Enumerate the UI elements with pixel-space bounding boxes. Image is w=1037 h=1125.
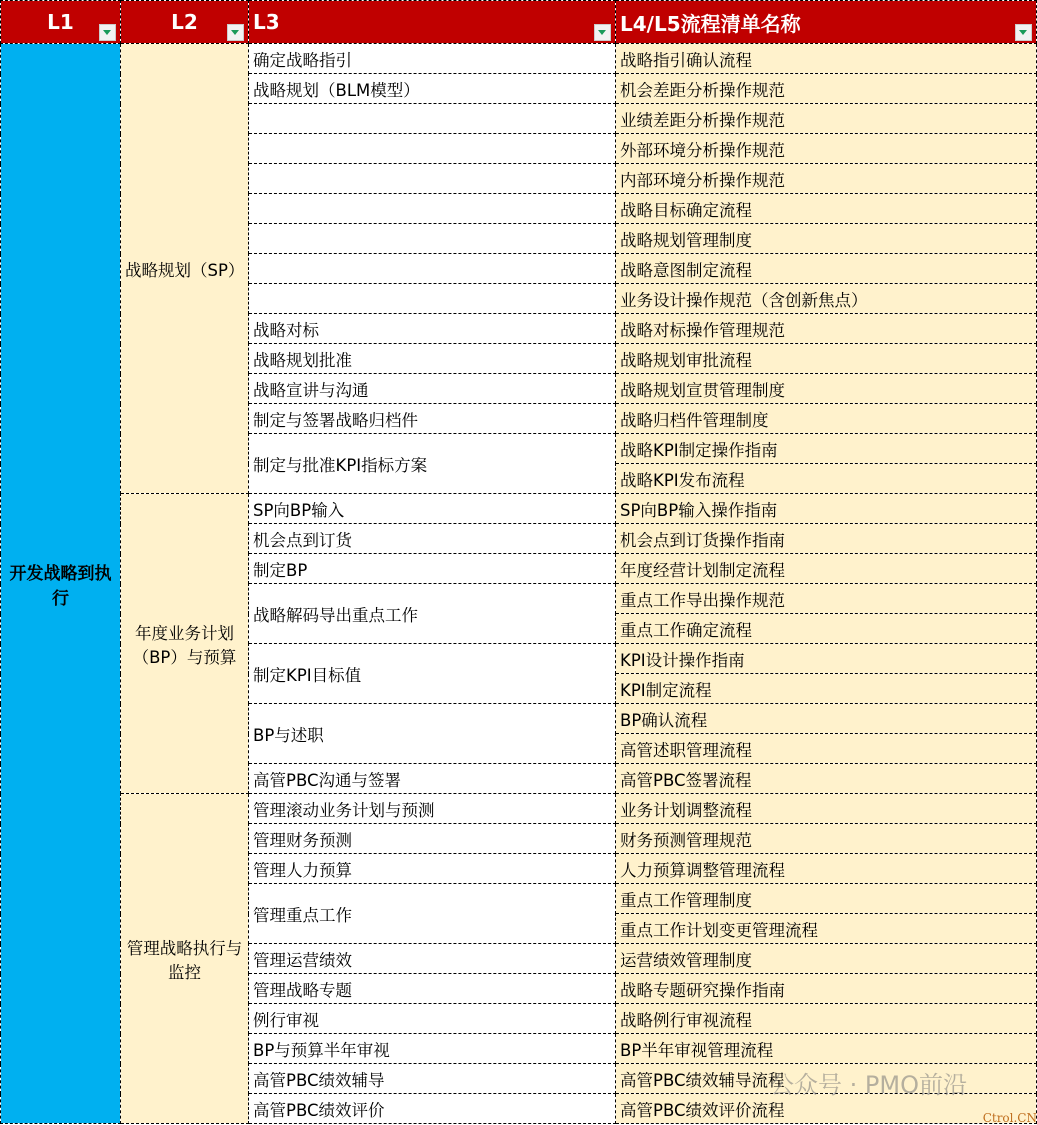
table-row	[1, 794, 1037, 824]
header-l4	[616, 1, 1037, 44]
l4-cell[interactable]: 业务计划调整流程	[616, 794, 1037, 824]
header-label: L4/L5流程清单名称	[620, 11, 801, 36]
l3-cell[interactable]: 例行审视	[249, 1004, 616, 1034]
l3-cell[interactable]: 高管PBC绩效评价	[249, 1094, 616, 1124]
l3-cell[interactable]	[249, 104, 616, 134]
l2-cell[interactable]: 年度业务计划（BP）与预算	[121, 494, 249, 794]
filter-dropdown-icon[interactable]	[1015, 24, 1032, 41]
l4-cell[interactable]: 战略专题研究操作指南	[616, 974, 1037, 1004]
l4-cell[interactable]: 战略归档件管理制度	[616, 404, 1037, 434]
l4-cell[interactable]: 战略KPI发布流程	[616, 464, 1037, 494]
l3-cell[interactable]	[249, 134, 616, 164]
l4-cell[interactable]: 机会差距分析操作规范	[616, 74, 1037, 104]
filter-dropdown-icon[interactable]	[99, 24, 116, 41]
l4-cell[interactable]: BP确认流程	[616, 704, 1037, 734]
l3-cell[interactable]: 高管PBC沟通与签署	[249, 764, 616, 794]
header-l3	[249, 1, 616, 44]
l4-cell[interactable]: 内部环境分析操作规范	[616, 164, 1037, 194]
l4-cell[interactable]: 重点工作计划变更管理流程	[616, 914, 1037, 944]
l3-cell[interactable]	[249, 254, 616, 284]
l3-cell[interactable]: 管理运营绩效	[249, 944, 616, 974]
l3-cell[interactable]: 管理财务预测	[249, 824, 616, 854]
table-row	[1, 44, 1037, 74]
header-row	[1, 1, 1037, 44]
l3-cell[interactable]: 管理滚动业务计划与预测	[249, 794, 616, 824]
l3-cell[interactable]: SP向BP输入	[249, 494, 616, 524]
l4-cell[interactable]: 战略例行审视流程	[616, 1004, 1037, 1034]
l4-cell[interactable]: 高管PBC签署流程	[616, 764, 1037, 794]
l3-cell[interactable]: BP与预算半年审视	[249, 1034, 616, 1064]
l4-cell[interactable]: KPI设计操作指南	[616, 644, 1037, 674]
l4-cell[interactable]: 战略KPI制定操作指南	[616, 434, 1037, 464]
l3-cell[interactable]: 机会点到订货	[249, 524, 616, 554]
l3-cell[interactable]: 制定BP	[249, 554, 616, 584]
header-label: L1	[47, 10, 74, 34]
l4-cell[interactable]: SP向BP输入操作指南	[616, 494, 1037, 524]
l4-cell[interactable]: 重点工作确定流程	[616, 614, 1037, 644]
l3-cell[interactable]: 战略解码导出重点工作	[249, 584, 616, 644]
l4-cell[interactable]: 高管PBC绩效评价流程	[616, 1094, 1037, 1124]
l4-cell[interactable]: 战略规划宣贯管理制度	[616, 374, 1037, 404]
l4-cell[interactable]: 高管述职管理流程	[616, 734, 1037, 764]
l3-cell[interactable]: 战略对标	[249, 314, 616, 344]
l3-cell[interactable]: 战略规划（BLM模型）	[249, 74, 616, 104]
l4-cell[interactable]: 重点工作导出操作规范	[616, 584, 1037, 614]
l4-cell[interactable]: 战略指引确认流程	[616, 44, 1037, 74]
l3-cell[interactable]: BP与述职	[249, 704, 616, 764]
header-label: L3	[253, 10, 280, 34]
l3-cell[interactable]	[249, 164, 616, 194]
l3-cell[interactable]: 管理重点工作	[249, 884, 616, 944]
watermark: 公众号 · PMO前沿	[770, 1071, 967, 1099]
l4-cell[interactable]: 业务设计操作规范（含创新焦点）	[616, 284, 1037, 314]
header-l1	[1, 1, 121, 44]
header-label: L2	[171, 10, 198, 34]
l3-cell[interactable]: 战略规划批准	[249, 344, 616, 374]
l4-cell[interactable]: 战略规划审批流程	[616, 344, 1037, 374]
l3-cell[interactable]: 确定战略指引	[249, 44, 616, 74]
l4-cell[interactable]: 人力预算调整管理流程	[616, 854, 1037, 884]
l4-cell[interactable]: 战略对标操作管理规范	[616, 314, 1037, 344]
filter-dropdown-icon[interactable]	[594, 24, 611, 41]
l4-cell[interactable]: BP半年审视管理流程	[616, 1034, 1037, 1064]
l2-cell[interactable]: 管理战略执行与监控	[121, 794, 249, 1124]
l3-cell[interactable]: 制定与签署战略归档件	[249, 404, 616, 434]
l2-cell[interactable]: 战略规划（SP）	[121, 44, 249, 494]
filter-dropdown-icon[interactable]	[227, 24, 244, 41]
l4-cell[interactable]: 业绩差距分析操作规范	[616, 104, 1037, 134]
l4-cell[interactable]: 战略目标确定流程	[616, 194, 1037, 224]
l4-cell[interactable]: 财务预测管理规范	[616, 824, 1037, 854]
l4-cell[interactable]: 年度经营计划制定流程	[616, 554, 1037, 584]
l3-cell[interactable]	[249, 224, 616, 254]
l3-cell[interactable]: 制定KPI目标值	[249, 644, 616, 704]
table-row	[1, 494, 1037, 524]
l3-cell[interactable]: 制定与批准KPI指标方案	[249, 434, 616, 494]
l3-cell[interactable]: 战略宣讲与沟通	[249, 374, 616, 404]
corner-mark: Ctrol.CN	[982, 1111, 1037, 1125]
l4-cell[interactable]: 重点工作管理制度	[616, 884, 1037, 914]
l4-cell[interactable]: 高管PBC绩效辅导流程	[616, 1064, 1037, 1094]
l4-cell[interactable]: 运营绩效管理制度	[616, 944, 1037, 974]
header-l2	[121, 1, 249, 44]
l4-cell[interactable]: 外部环境分析操作规范	[616, 134, 1037, 164]
l4-cell[interactable]: 战略意图制定流程	[616, 254, 1037, 284]
l3-cell[interactable]: 管理战略专题	[249, 974, 616, 1004]
l3-cell[interactable]: 高管PBC绩效辅导	[249, 1064, 616, 1094]
l4-cell[interactable]: 战略规划管理制度	[616, 224, 1037, 254]
l1-cell[interactable]: 开发战略到执行	[1, 44, 121, 1124]
l4-cell[interactable]: KPI制定流程	[616, 674, 1037, 704]
l3-cell[interactable]	[249, 284, 616, 314]
l4-cell[interactable]: 机会点到订货操作指南	[616, 524, 1037, 554]
l3-cell[interactable]	[249, 194, 616, 224]
l3-cell[interactable]: 管理人力预算	[249, 854, 616, 884]
